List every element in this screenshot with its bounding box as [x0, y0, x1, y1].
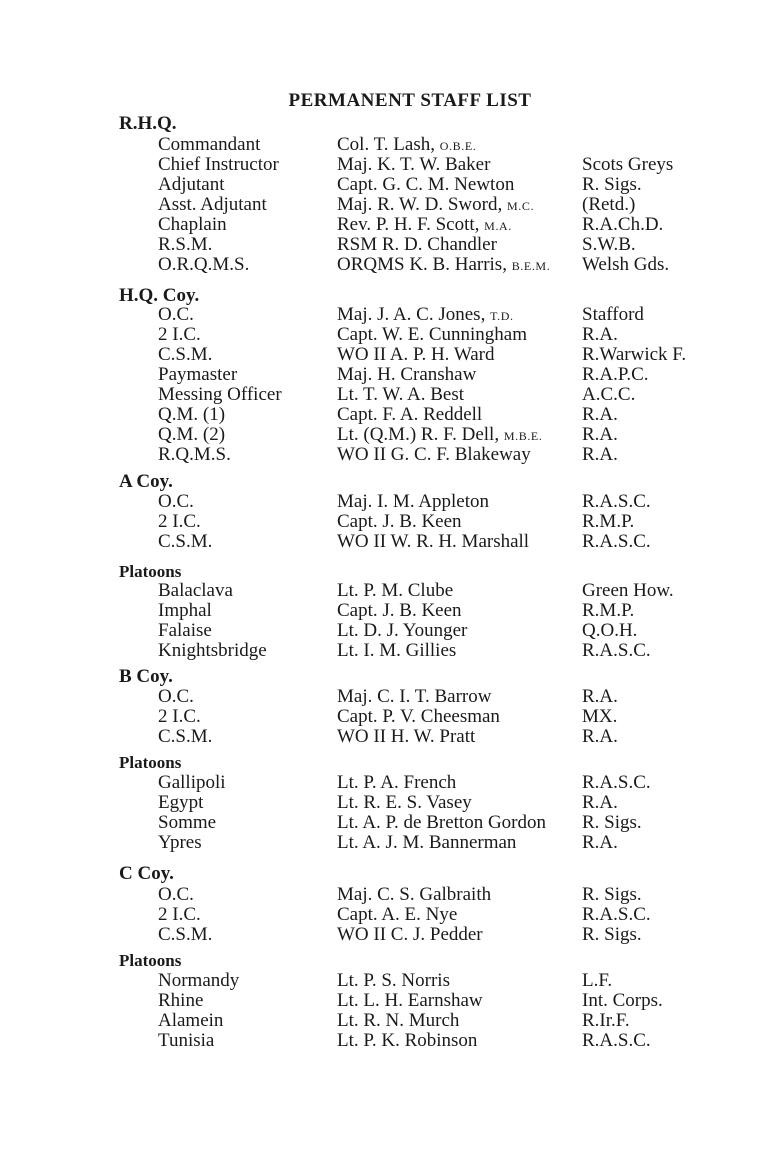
staff-unit: R.Ir.F.: [582, 1010, 630, 1031]
section-heading-b-coy: B Coy.: [119, 666, 173, 687]
staff-role: Asst. Adjutant: [158, 194, 267, 215]
staff-name: WO II H. W. Pratt: [337, 726, 476, 747]
staff-name: Maj. R. W. D. Sword, M.C.: [337, 194, 535, 215]
staff-unit: Stafford: [582, 304, 644, 325]
staff-row: [0, 1011, 780, 1031]
staff-row: [0, 905, 780, 925]
staff-row: [0, 687, 780, 707]
staff-unit: A.C.C.: [582, 384, 636, 405]
staff-role: Q.M. (1): [158, 404, 226, 425]
platoon-name: Balaclava: [158, 580, 233, 601]
staff-name: Lt. R. E. S. Vasey: [337, 792, 472, 813]
staff-row: [0, 581, 780, 601]
staff-unit: R.A.S.C.: [582, 904, 651, 925]
staff-unit: R.A.: [582, 792, 618, 813]
staff-row: [0, 621, 780, 641]
staff-unit: R.A.: [582, 424, 618, 445]
section-heading-platoons-b: Platoons: [119, 753, 182, 772]
postnominal: T.D.: [490, 309, 514, 323]
staff-unit: R.A.S.C.: [582, 1030, 651, 1051]
staff-name: Capt. J. B. Keen: [337, 511, 462, 532]
staff-row: [0, 135, 780, 155]
staff-row: [0, 991, 780, 1011]
staff-unit: R.A.: [582, 686, 618, 707]
staff-name: Capt. P. V. Cheesman: [337, 706, 500, 727]
platoon-name: Rhine: [158, 990, 204, 1011]
platoon-name: Alamein: [158, 1010, 224, 1031]
staff-unit: R.A.: [582, 404, 618, 425]
staff-row: [0, 365, 780, 385]
staff-name: Lt. P. A. French: [337, 772, 457, 793]
staff-row: [0, 325, 780, 345]
staff-unit: MX.: [582, 706, 618, 727]
staff-role: R.S.M.: [158, 234, 213, 255]
section-heading-rhq: R.H.Q.: [119, 113, 177, 134]
staff-name: Maj. C. I. T. Barrow: [337, 686, 492, 707]
staff-role: O.C.: [158, 686, 194, 707]
staff-row: [0, 255, 780, 275]
staff-role: 2 I.C.: [158, 324, 201, 345]
staff-unit: S.W.B.: [582, 234, 636, 255]
section-heading-platoons-c: Platoons: [119, 951, 182, 970]
postnominal: B.E.M.: [511, 259, 551, 273]
staff-role: 2 I.C.: [158, 904, 201, 925]
staff-unit: L.F.: [582, 970, 613, 991]
staff-row: [0, 793, 780, 813]
staff-name: Rev. P. H. F. Scott, M.A.: [337, 214, 512, 235]
staff-role: C.S.M.: [158, 726, 213, 747]
staff-unit: Welsh Gds.: [582, 254, 670, 275]
staff-row: [0, 405, 780, 425]
staff-name: Lt. (Q.M.) R. F. Dell, M.B.E.: [337, 424, 543, 445]
platoon-name: Ypres: [158, 832, 202, 853]
staff-name: Maj. J. A. C. Jones, T.D.: [337, 304, 514, 325]
staff-name: Lt. T. W. A. Best: [337, 384, 465, 405]
staff-unit: R. Sigs.: [582, 884, 642, 905]
staff-unit: R.A.S.C.: [582, 531, 651, 552]
staff-row: [0, 425, 780, 445]
staff-name: WO II A. P. H. Ward: [337, 344, 495, 365]
staff-row: [0, 155, 780, 175]
staff-role: R.Q.M.S.: [158, 444, 231, 465]
staff-row: [0, 305, 780, 325]
staff-unit: R.A.: [582, 444, 618, 465]
staff-role: Chaplain: [158, 214, 227, 235]
staff-row: [0, 445, 780, 465]
staff-name: Lt. D. J. Younger: [337, 620, 468, 641]
section-heading-hq-coy: H.Q. Coy.: [119, 285, 200, 306]
staff-role: 2 I.C.: [158, 511, 201, 532]
staff-name: Capt. A. E. Nye: [337, 904, 458, 925]
staff-row: [0, 1031, 780, 1051]
platoon-name: Knightsbridge: [158, 640, 267, 661]
section-heading-c-coy: C Coy.: [119, 863, 174, 884]
platoon-name: Normandy: [158, 970, 240, 991]
staff-row: [0, 971, 780, 991]
staff-unit: R. Sigs.: [582, 174, 642, 195]
staff-unit: R.A.P.C.: [582, 364, 649, 385]
staff-name: Capt. G. C. M. Newton: [337, 174, 515, 195]
staff-row: [0, 195, 780, 215]
platoon-name: Tunisia: [158, 1030, 215, 1051]
staff-role: Commandant: [158, 134, 261, 155]
postnominal: M.A.: [484, 219, 512, 233]
staff-name: WO II G. C. F. Blakeway: [337, 444, 531, 465]
staff-name: ORQMS K. B. Harris, B.E.M.: [337, 254, 551, 275]
staff-unit: R.A.S.C.: [582, 491, 651, 512]
staff-row: [0, 707, 780, 727]
postnominal: O.B.E.: [439, 139, 477, 153]
staff-role: C.S.M.: [158, 531, 213, 552]
staff-name: Capt. J. B. Keen: [337, 600, 462, 621]
staff-name: Col. T. Lash, O.B.E.: [337, 134, 477, 155]
staff-row: [0, 813, 780, 833]
staff-row: [0, 727, 780, 747]
staff-role: O.C.: [158, 491, 194, 512]
platoon-name: Egypt: [158, 792, 204, 813]
staff-unit: R.A.S.C.: [582, 772, 651, 793]
staff-role: Q.M. (2): [158, 424, 226, 445]
staff-unit: Q.O.H.: [582, 620, 638, 641]
staff-row: [0, 175, 780, 195]
platoon-name: Imphal: [158, 600, 212, 621]
staff-name: Lt. P. K. Robinson: [337, 1030, 478, 1051]
staff-row: [0, 833, 780, 853]
staff-name: Lt. A. P. de Bretton Gordon: [337, 812, 546, 833]
staff-row: [0, 885, 780, 905]
staff-row: [0, 235, 780, 255]
staff-unit: Green How.: [582, 580, 674, 601]
staff-unit: R. Sigs.: [582, 924, 642, 945]
postnominal: M.B.E.: [503, 429, 543, 443]
section-heading-a-coy: A Coy.: [119, 471, 173, 492]
staff-row: [0, 385, 780, 405]
staff-role: O.R.Q.M.S.: [158, 254, 250, 275]
staff-name: RSM R. D. Chandler: [337, 234, 497, 255]
staff-unit: Int. Corps.: [582, 990, 663, 1011]
staff-role: Messing Officer: [158, 384, 282, 405]
staff-row: [0, 345, 780, 365]
staff-role: 2 I.C.: [158, 706, 201, 727]
section-heading-platoons-a: Platoons: [119, 562, 182, 581]
staff-row: [0, 773, 780, 793]
staff-unit: R.M.P.: [582, 600, 635, 621]
staff-row: [0, 641, 780, 661]
staff-role: Paymaster: [158, 364, 238, 385]
staff-role: O.C.: [158, 304, 194, 325]
staff-row: [0, 925, 780, 945]
staff-role: Adjutant: [158, 174, 225, 195]
staff-name: Lt. R. N. Murch: [337, 1010, 460, 1031]
staff-unit: R.A.: [582, 726, 618, 747]
staff-role: Chief Instructor: [158, 154, 279, 175]
staff-name: Capt. W. E. Cunningham: [337, 324, 527, 345]
staff-name: Lt. P. S. Norris: [337, 970, 450, 991]
staff-name: Capt. F. A. Reddell: [337, 404, 483, 425]
postnominal: M.C.: [506, 199, 535, 213]
staff-row: [0, 215, 780, 235]
staff-name: Lt. L. H. Earnshaw: [337, 990, 483, 1011]
staff-row: [0, 492, 780, 512]
staff-unit: R.M.P.: [582, 511, 635, 532]
platoon-name: Gallipoli: [158, 772, 226, 793]
staff-role: C.S.M.: [158, 344, 213, 365]
staff-name: Maj. I. M. Appleton: [337, 491, 489, 512]
staff-unit: R.A.: [582, 324, 618, 345]
staff-unit: R. Sigs.: [582, 812, 642, 833]
staff-role: C.S.M.: [158, 924, 213, 945]
staff-row: [0, 601, 780, 621]
staff-name: Maj. H. Cranshaw: [337, 364, 477, 385]
page-title: PERMANENT STAFF LIST: [288, 90, 532, 111]
staff-name: Lt. I. M. Gillies: [337, 640, 457, 661]
platoon-name: Somme: [158, 812, 217, 833]
staff-name: Lt. A. J. M. Bannerman: [337, 832, 517, 853]
staff-role: O.C.: [158, 884, 194, 905]
staff-name: Maj. K. T. W. Baker: [337, 154, 491, 175]
staff-unit: R.A.Ch.D.: [582, 214, 664, 235]
staff-unit: (Retd.): [582, 194, 636, 215]
platoon-name: Falaise: [158, 620, 212, 641]
staff-unit: R.A.: [582, 832, 618, 853]
staff-name: WO II W. R. H. Marshall: [337, 531, 530, 552]
staff-name: WO II C. J. Pedder: [337, 924, 483, 945]
staff-unit: R.Warwick F.: [582, 344, 687, 365]
staff-unit: R.A.S.C.: [582, 640, 651, 661]
staff-name: Lt. P. M. Clube: [337, 580, 454, 601]
staff-unit: Scots Greys: [582, 154, 674, 175]
staff-row: [0, 512, 780, 532]
staff-row: [0, 532, 780, 552]
staff-name: Maj. C. S. Galbraith: [337, 884, 492, 905]
